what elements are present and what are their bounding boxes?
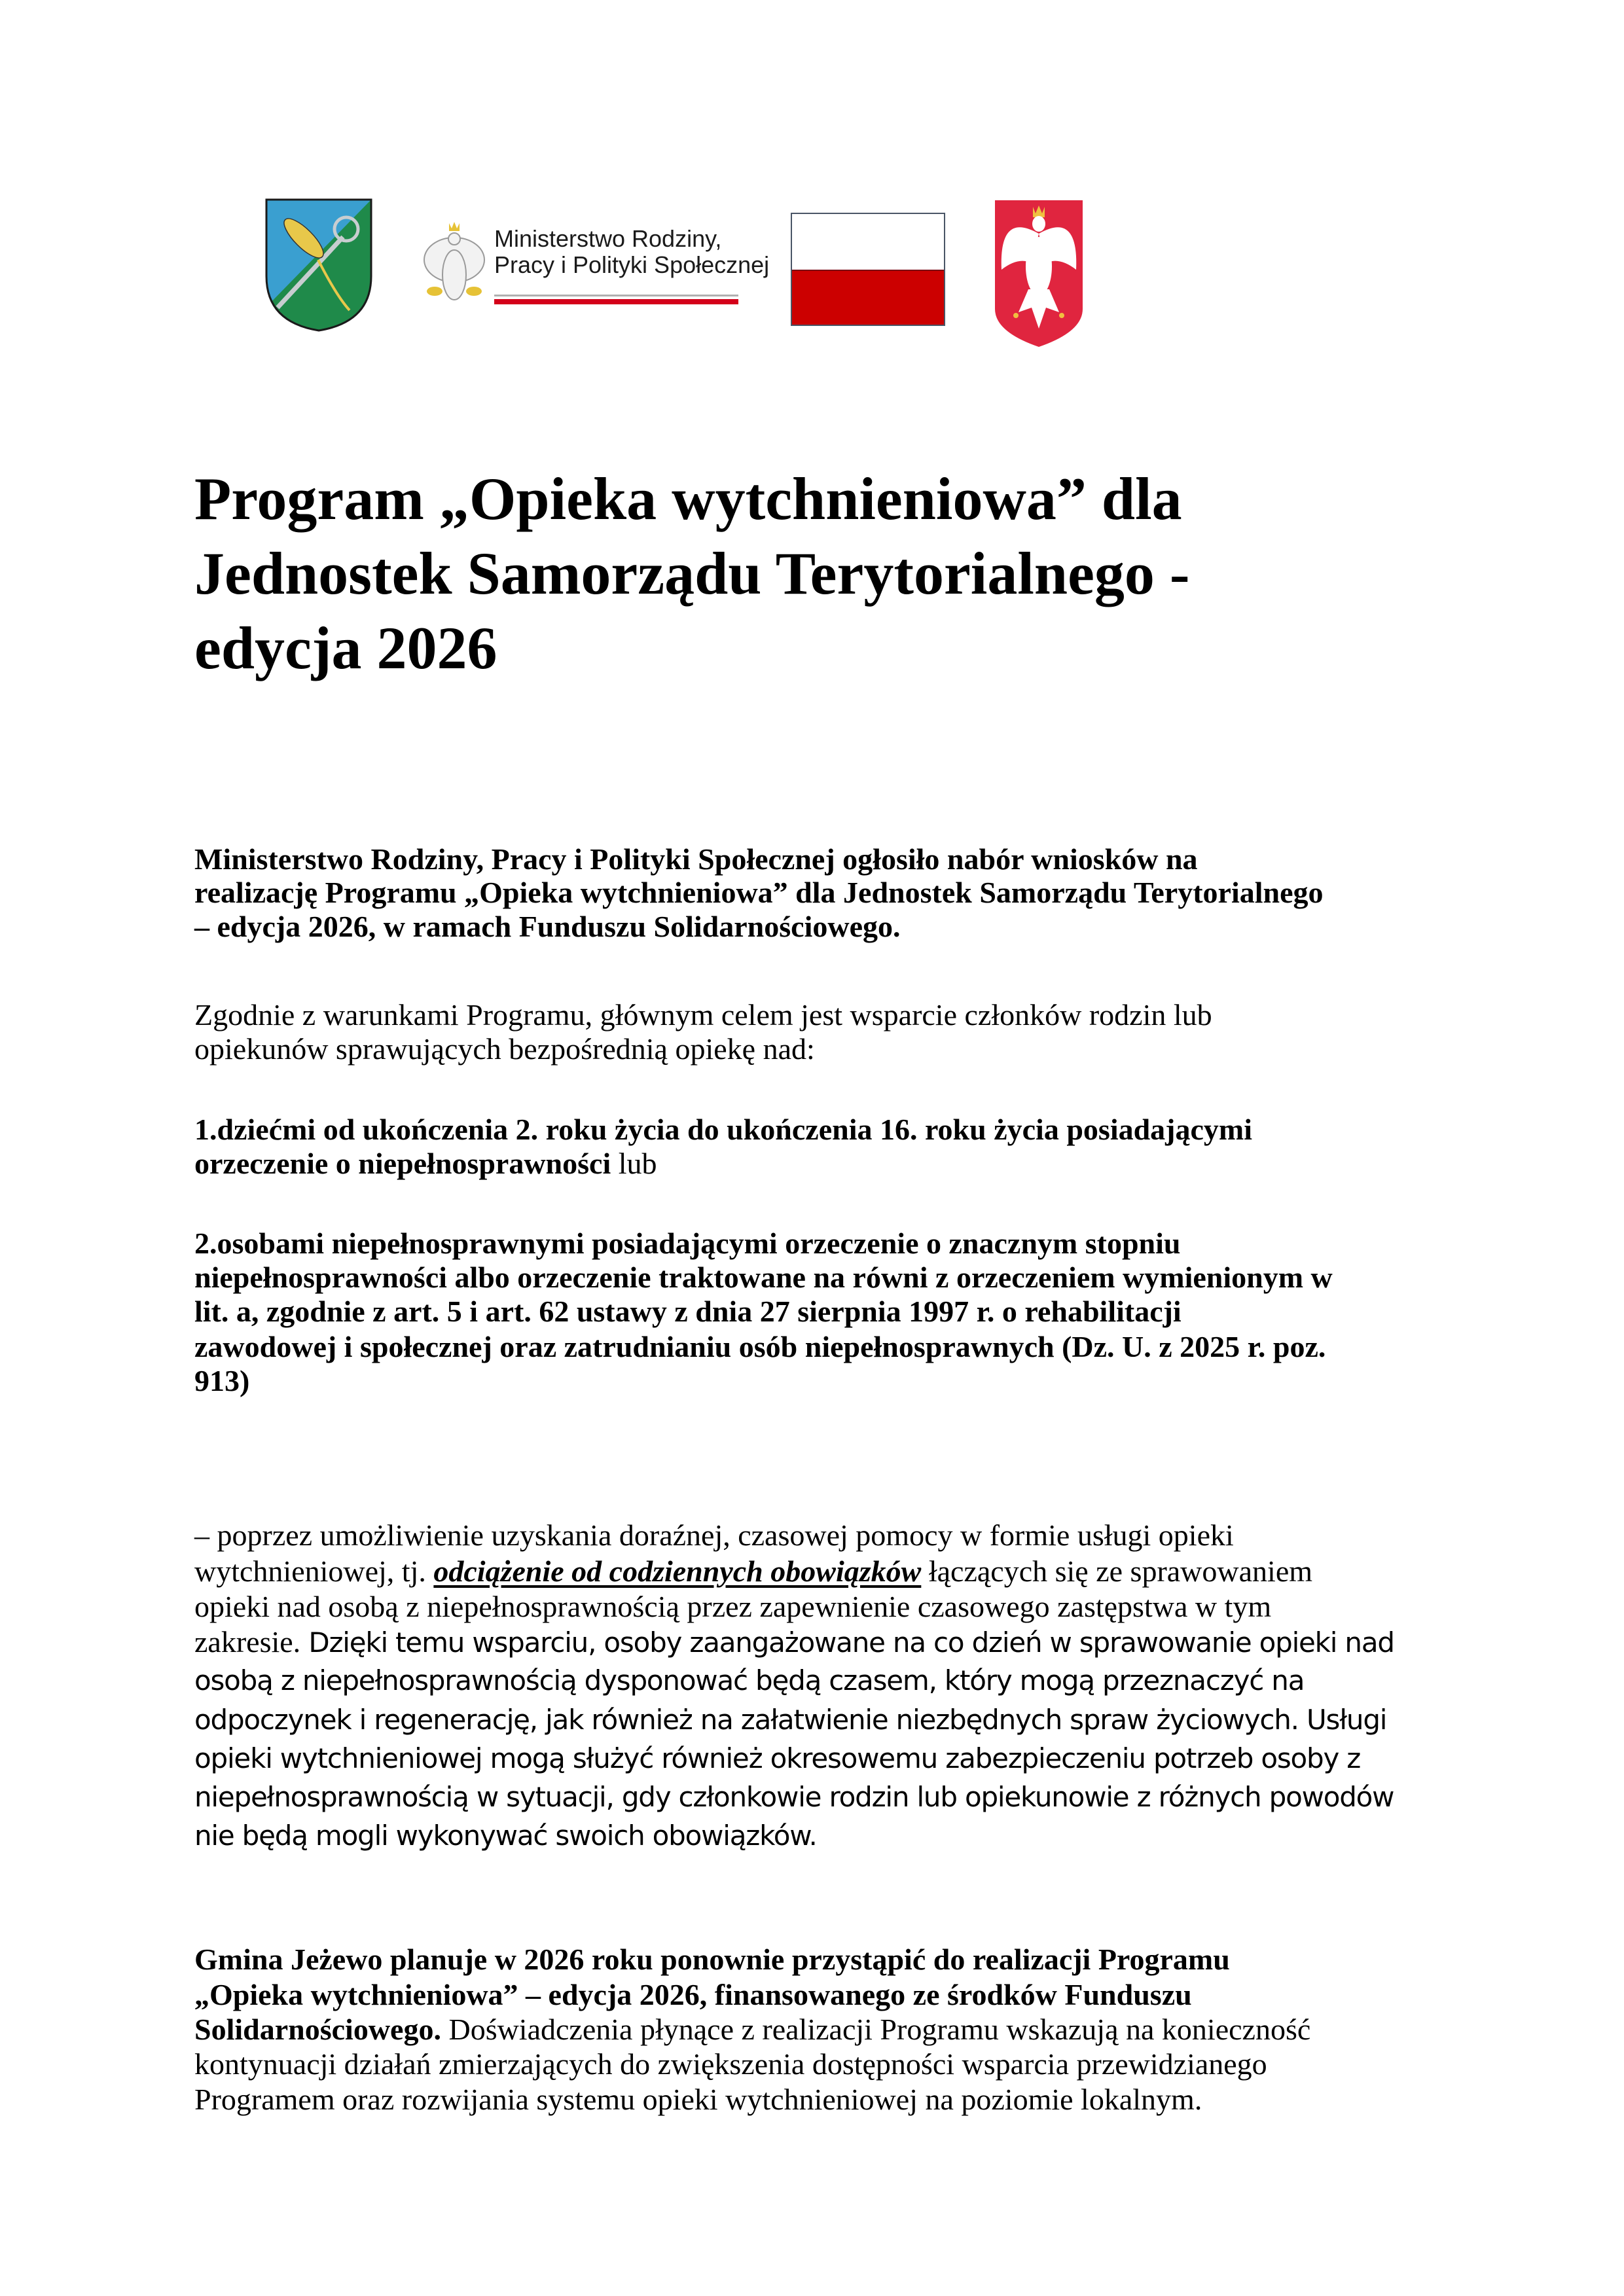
description-line-4-serif: zakresie. [194, 1625, 301, 1659]
goal-line-2: opiekunów sprawujących bezpośrednią opiekę nad: [194, 1032, 815, 1066]
goal-line-1: Zgodnie z warunkami Programu, głównym celem jest wsparcie członków rodzin lub [194, 998, 1212, 1031]
description-line-7: opieki wytchnieniowej mogą służyć również okresowemu zabezpieczeniu potrzeb osoby z [194, 1742, 1361, 1774]
gmina-line-3-bold: Solidarnościowego. [194, 2013, 441, 2046]
description-emphasis: odciążenie od codziennych obowiązków [433, 1554, 922, 1588]
ministry-name-line1: Ministerstwo Rodziny, [494, 225, 722, 252]
description-line-2-end: łączących się ze sprawowaniem [921, 1554, 1313, 1588]
polish-flag-icon [791, 213, 945, 326]
list-item-2-line-1: 2.osobami niepełnosprawnymi posiadającymi orzeczenie o znacznym stopniu [194, 1227, 1181, 1260]
intro-line-1: Ministerstwo Rodziny, Pracy i Polityki Społecznej ogłosiło nabór wniosków na [194, 842, 1198, 876]
description-line-8: niepełnosprawnością w sytuacji, gdy członkowie rodzin lub opiekunowie z różnych powodów [194, 1781, 1394, 1813]
description-line-2-start: wytchnieniowej, tj. [194, 1554, 434, 1588]
page-title-line-3: edycja 2026 [194, 615, 497, 681]
list-item-1-tail: lub [611, 1147, 657, 1180]
description-line-2 [194, 1556, 1312, 1587]
description-line-1: – poprzez umożliwienie uzyskania doraźnej, czasowej pomocy w formie usługi opieki [194, 1518, 1234, 1552]
white-eagle-icon [422, 219, 487, 308]
gmina-line-4: kontynuacji działań zmierzających do zwiększenia dostępności wsparcia przewidzianego [194, 2047, 1267, 2081]
gmina-line-2: „Opieka wytchnieniowa” – edycja 2026, finansowanego ze środków Funduszu [194, 1978, 1192, 2011]
polish-emblem-icon [992, 198, 1085, 348]
gmina-line-3-normal: Doświadczenia płynące z realizacji Programu wskazują na konieczność [441, 2013, 1311, 2046]
list-item-1-line-2 [194, 1149, 657, 1179]
gmina-line-5: Programem oraz rozwijania systemu opieki wytchnieniowej na poziomie lokalnym. [194, 2083, 1202, 2116]
page-title-line-2: Jednostek Samorządu Terytorialnego - [194, 540, 1190, 607]
list-item-2-line-5: 913) [194, 1364, 250, 1397]
list-item-2-line-4: zawodowej i społecznej oraz zatrudnianiu osób niepełnosprawnych (Dz. U. z 2025 r. poz. [194, 1330, 1326, 1363]
description-line-4-sans: Dzięki temu wsparciu, osoby zaangażowane na co dzień w sprawowanie opieki nad [300, 1626, 1394, 1659]
list-item-1-line-1: 1.dziećmi od ukończenia 2. roku życia do ukończenia 16. roku życia posiadającymi [194, 1113, 1253, 1146]
ministry-name-line2: Pracy i Polityki Społecznej [494, 251, 770, 278]
description-line-9: nie będą mogli wykonywać swoich obowiązków. [194, 1820, 817, 1852]
list-item-1-emphasis: orzeczenie o niepełnosprawności [194, 1147, 611, 1180]
ministry-logo [419, 219, 770, 311]
list-item-2-line-3: lit. a, zgodnie z art. 5 i art. 62 ustawy z dnia 27 sierpnia 1997 r. o rehabilitacji [194, 1295, 1182, 1328]
gmina-line-1: Gmina Jeżewo planuje w 2026 roku ponownie przystąpić do realizacji Programu [194, 1943, 1230, 1976]
intro-line-3: – edycja 2026, w ramach Funduszu Solidarnościowego. [194, 910, 901, 943]
intro-line-2: realizację Programu „Opieka wytchnieniowa” dla Jednostek Samorządu Terytorialnego [194, 876, 1324, 909]
page-title-line-1: Program „Opieka wytchnieniowa” dla [194, 465, 1182, 532]
ministry-red-bar [494, 299, 738, 304]
description-line-5: osobą z niepełnosprawnością dysponować będą czasem, który mogą przeznaczyć na [194, 1664, 1305, 1696]
gmina-coat-of-arms-icon [264, 198, 373, 332]
list-item-2-line-2: niepełnosprawności albo orzeczenie traktowane na równi z orzeczeniem wymienionym w [194, 1261, 1333, 1294]
gmina-line-3 [194, 2015, 1310, 2045]
description-line-4 [194, 1627, 1394, 1657]
ministry-gray-bar [494, 295, 738, 296]
description-line-3: opieki nad osobą z niepełnosprawnością przez zapewnienie czasowego zastępstwa w tym [194, 1590, 1272, 1623]
description-line-6: odpoczynek i regenerację, jak również na załatwienie niezbędnych spraw życiowych. Usługi [194, 1704, 1387, 1736]
